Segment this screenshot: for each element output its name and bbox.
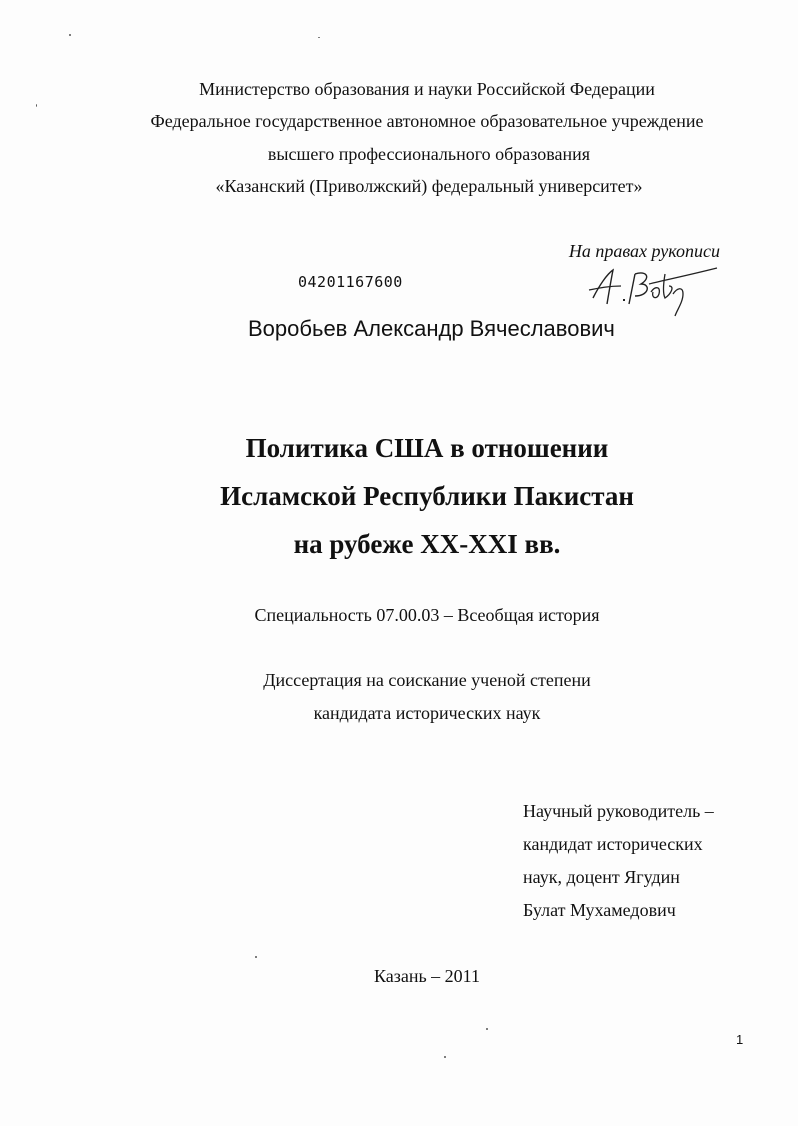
author-name: Воробьев Александр Вячеславович (248, 316, 615, 341)
scan-speck (69, 34, 71, 36)
dissertation-line-2: кандидата исторических наук (313, 703, 541, 723)
scan-speck (318, 37, 320, 38)
supervisor-block (523, 800, 714, 932)
ministry-heading: Министерство образования и науки Российской Федерации (199, 79, 655, 99)
city-year: Казань – 2011 (373, 966, 481, 986)
university-heading: «Казанский (Приволжский) федеральный университет» (215, 176, 643, 196)
education-level-heading: высшего профессионального образования (267, 144, 591, 164)
scan-speck (444, 1056, 446, 1058)
registration-code: 04201167600 (298, 273, 403, 291)
thesis-title-line-2: Исламской Республики Пакистан (220, 481, 634, 511)
supervisor-line-3: наук, доцент Ягудин (523, 867, 680, 887)
institution-type-heading: Федеральное государственное автономное образовательное учреждение (150, 111, 704, 131)
handwritten-signature (585, 264, 720, 318)
specialty: Специальность 07.00.03 – Всеобщая история (254, 605, 600, 625)
scan-speck (486, 1028, 488, 1030)
thesis-title-line-3: на рубеже XX-XXI вв. (293, 529, 561, 559)
scan-speck (255, 956, 257, 958)
scan-speck (36, 104, 37, 107)
manuscript-note: На правах рукописи (568, 241, 720, 261)
supervisor-line-4: Булат Мухамедович (523, 900, 676, 920)
supervisor-line-2: кандидат исторических (523, 834, 703, 854)
dissertation-line-1: Диссертация на соискание ученой степени (263, 670, 591, 690)
thesis-title-line-1: Политика США в отношении (245, 433, 609, 463)
page-number: 1 (736, 1032, 744, 1047)
supervisor-line-1: Научный руководитель – (523, 801, 714, 821)
